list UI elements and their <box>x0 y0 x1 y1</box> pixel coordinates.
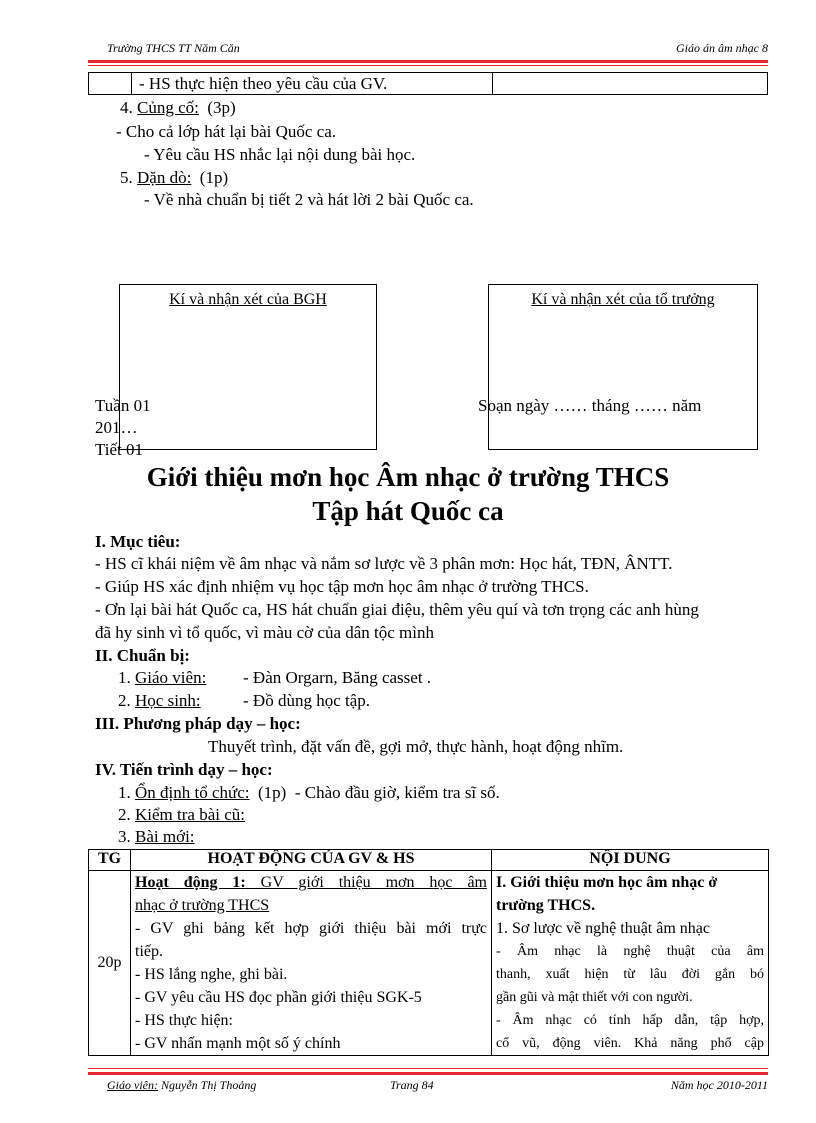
activity-line: - HS lắng nghe, ghi bài. <box>135 966 288 983</box>
objective-item: - HS cĩ khái niệm về âm nhạc và nắm sơ lược về 3 phân mơn: Học hát, TĐN, ÂNTT. <box>95 554 673 573</box>
week-label: Tuần 01 <box>95 396 151 415</box>
footer-rule-thin <box>88 1068 768 1069</box>
lesson-table-header <box>89 850 769 871</box>
objectives-heading: I. Mục tiêu: <box>95 532 181 551</box>
procedure-step-1: 1. Ổn định tổ chức: (1p) - Chào đầu giờ, kiểm tra sĩ số. <box>118 783 500 802</box>
period-label: Tiết 01 <box>95 440 144 459</box>
header-tg: TG <box>89 850 131 871</box>
header-rule-thin <box>88 65 768 66</box>
activity-line: - GV ghi bảng kết hợp giới thiệu bài mới trực <box>135 920 487 937</box>
consolidation-line1: - Cho cả lớp hát lại bài Quốc ca. <box>116 122 336 141</box>
header-content: NỘI DUNG <box>492 850 769 871</box>
footer-rule-thick <box>88 1072 768 1075</box>
content-heading: trường THCS. <box>496 897 596 914</box>
year-label: 201… <box>95 418 138 437</box>
activity-line: tiếp. <box>135 943 163 960</box>
homework-line1: - Về nhà chuẩn bị tiết 2 và hát lời 2 bài Quốc ca. <box>144 190 474 209</box>
homework-heading: 5. Dặn dò: (1p) <box>120 168 229 187</box>
time-cell: 20p <box>89 871 131 1056</box>
page-subtitle: Tập hát Quốc ca <box>312 496 504 526</box>
footer-teacher: Giáo viên: Nguyễn Thị Thoảng <box>107 1078 257 1092</box>
footer-page: Trang 84 <box>390 1078 434 1092</box>
content-line: gần gũi và mật thiết với con người. <box>496 990 693 1005</box>
preparation-teacher-value: - Đàn Orgarn, Băng casset . <box>243 668 432 687</box>
prepared-date: Soạn ngày …… tháng …… năm <box>478 396 702 415</box>
header-activity: HOẠT ĐỘNG CỦA GV & HS <box>131 850 492 871</box>
page-title: Giới thiệu mơn học Âm nhạc ở trường THCS <box>146 462 670 492</box>
preparation-student: 2. Học sinh: <box>118 691 201 710</box>
procedure-step-2: 2. Kiểm tra bài cũ: <box>118 805 245 824</box>
content-line: cổ vũ, động viên. Khả năng phổ cập <box>496 1036 764 1051</box>
activity-line: - GV yêu cầu HS đọc phần giới thiệu SGK-5 <box>135 989 422 1006</box>
header-rule-thick <box>88 60 768 63</box>
content-heading: I. Giới thiệu mơn học âm nhạc ở <box>496 874 718 891</box>
footer-year: Năm học 2010-2011 <box>670 1078 768 1092</box>
signature-box-totruong <box>488 284 758 450</box>
signature-box-totruong-title: Kí và nhận xét của tổ trưởng <box>531 291 715 308</box>
consolidation-heading: 4. Củng cố: (3p) <box>120 98 236 117</box>
preparation-student-value: - Đồ dùng học tập. <box>243 691 371 710</box>
header-subject: Giáo án âm nhạc 8 <box>676 41 768 55</box>
activity-cell <box>131 871 492 1056</box>
top-table-row <box>88 72 768 95</box>
content-line: - Âm nhạc là nghệ thuật của âm <box>496 944 764 959</box>
lesson-table <box>88 849 769 1056</box>
consolidation-line2: - Yêu cầu HS nhắc lại nội dung bài học. <box>144 145 416 164</box>
content-line: thanh, xuất hiện từ lâu đời gắn bó <box>496 967 764 982</box>
content-line: 1. Sơ lược về nghệ thuật âm nhạc <box>496 920 710 937</box>
preparation-heading: II. Chuẩn bị: <box>95 646 190 665</box>
activity-line: - GV nhấn mạnh một số ý chính <box>135 1035 341 1052</box>
activity-line: - HS thực hiện: <box>135 1012 233 1029</box>
activity-title: Hoạt động 1: GV giới thiệu mơn học âm <box>135 874 487 891</box>
procedure-heading: IV. Tiến trình dạy – học: <box>95 760 273 779</box>
methods-text: Thuyết trình, đặt vấn đề, gợi mở, thực hành, hoạt động nhĩm. <box>208 737 624 756</box>
top-table-text: - HS thực hiện theo yêu cầu của GV. <box>139 74 388 93</box>
content-line: - Âm nhạc có tính hấp dẫn, tập hợp, <box>496 1013 764 1028</box>
procedure-step-3: 3. Bài mới: <box>118 827 195 846</box>
header-school: Trường THCS TT Năm Căn <box>107 41 240 55</box>
content-cell <box>492 871 769 1056</box>
table-row <box>89 871 769 1056</box>
activity-line: nhạc ở trường THCS <box>135 897 270 914</box>
signature-box-bgh <box>119 284 377 450</box>
objective-item: đã hy sinh vì tổ quốc, vì màu cờ của dân tộc mình <box>95 623 435 642</box>
objective-item: - Ơn lại bài hát Quốc ca, HS hát chuẩn giai điệu, thêm yêu quí và tơn trọng các anh hùng <box>95 600 699 619</box>
preparation-teacher: 1. Giáo viên: <box>118 668 207 687</box>
methods-heading: III. Phương pháp dạy – học: <box>95 714 301 733</box>
objective-item: - Giúp HS xác định nhiệm vụ học tập mơn học âm nhạc ở trường THCS. <box>95 577 589 596</box>
signature-box-bgh-title: Kí và nhận xét của BGH <box>169 291 327 308</box>
